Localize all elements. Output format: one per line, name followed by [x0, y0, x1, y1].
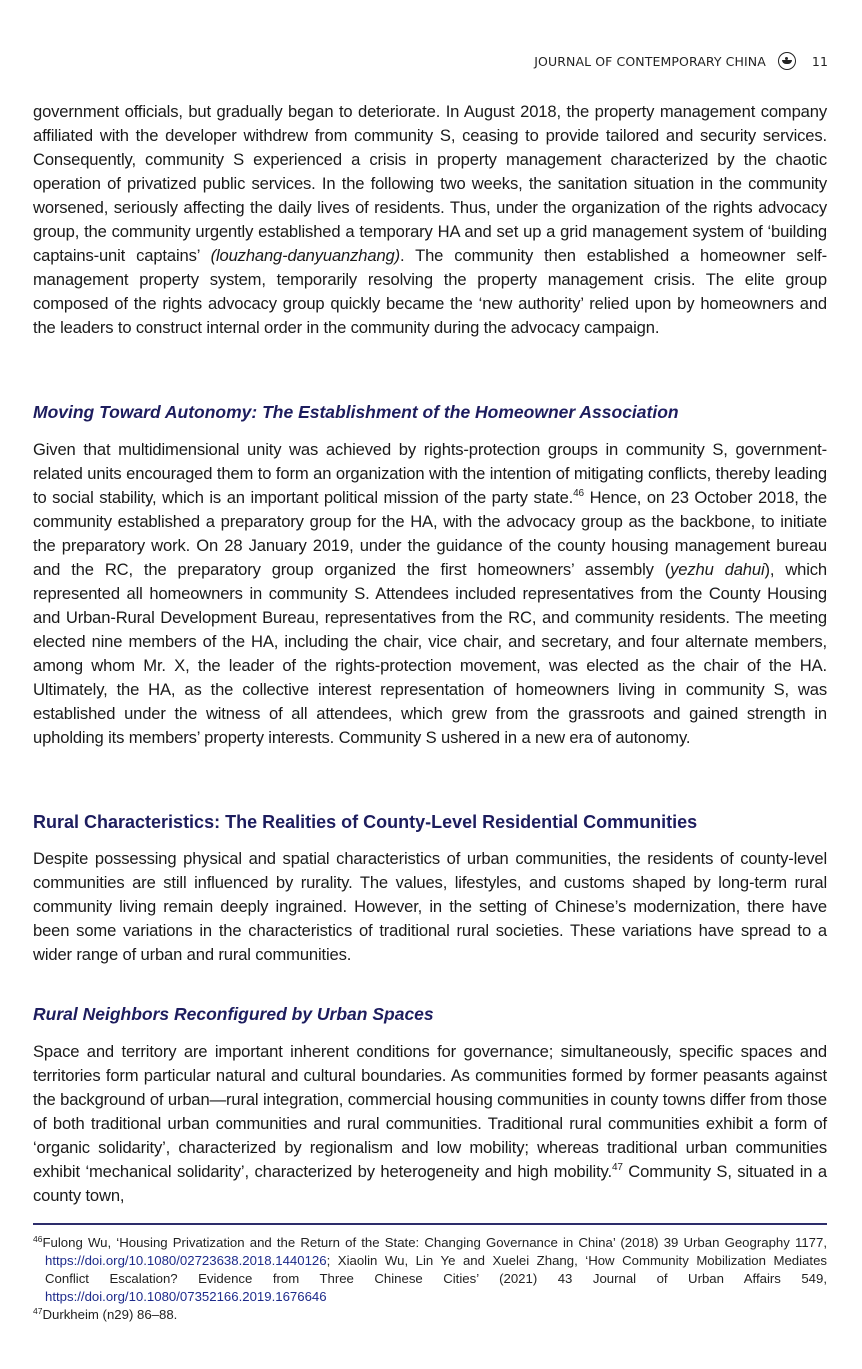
running-header [534, 52, 828, 70]
section-heading: Moving Toward Autonomy: The Establishment of the Homeowner Association [33, 402, 679, 422]
footnotes [33, 1234, 827, 1324]
body-paragraph: government officials, but gradually began to deteriorate. In August 2018, the property management company affiliated with the developer withdrew from community S, ceasing to provide tailored and security services. Consequently, community S experienced a crisis in property management characterized by the chaotic operation of privatized public services. In the following two weeks, the sanitation situation in the community worsened, seriously affecting the daily lives of residents. Thus, under the organization of the rights advocacy group, the community urgently established a temporary HA and set up a grid management system of ‘building captains-unit captains’ (louzhang-danyuanzhang). The community then established a homeowner self-management property system, temporarily resolving the property management crisis. The elite group composed of the rights advocacy group quickly became the ‘new authority’ relied upon by homeowners and the leaders to construct internal order in the community during the advocacy campaign. [33, 102, 827, 337]
journal-title: JOURNAL OF CONTEMPORARY CHINA [534, 53, 766, 69]
section-heading: Rural Neighbors Reconfigured by Urban Spaces [33, 1004, 434, 1024]
section-homeowner-association [33, 402, 827, 423]
doi-link[interactable]: https://doi.org/10.1080/02723638.2018.1440126 [45, 1253, 327, 1268]
page-number: 11 [811, 53, 828, 69]
body-paragraph: Despite possessing physical and spatial characteristics of urban communities, the residents of county-level communities are still influenced by rurality. The values, lifestyles, and customs shaped by long-term rural community living remain deeply ingrained. However, in the setting of Chinese’s modernization, there have been some variations in the characteristics of traditional rural societies. These variations have spread to a wider range of urban and rural communities. [33, 849, 827, 964]
footnote-ref-47[interactable]: 47 [611, 1162, 623, 1173]
section-rural-neighbors [33, 1004, 827, 1025]
section-rural-characteristics [33, 812, 827, 833]
open-access-logo-icon [778, 52, 796, 70]
footnote-divider [33, 1223, 827, 1225]
section-heading: Rural Characteristics: The Realities of County-Level Residential Communities [33, 812, 698, 832]
doi-link[interactable]: https://doi.org/10.1080/07352166.2019.1676646 [45, 1289, 327, 1304]
body-paragraph: Given that multidimensional unity was achieved by rights-protection groups in community S, government-related units encouraged them to form an organization with the intention of mitigating conflicts, thereby leading to social stability, which is an important political mission of the party state.$^{46}$ Hence, on 23 October 2018, the community established a preparatory group for the HA, with the advocacy group as the backbone, to initiate the preparatory work. On 28 January 2019, under the guidance of the county housing management bureau and the RC, the preparatory group organized the first homeowners’ assembly (yezhu dahui), which represented all homeowners in community S. Attendees included representatives from the County Housing and Urban-Rural Development Bureau, representatives from the RC, and community residents. The meeting elected nine members of the HA, including the chair, vice chair, and secretary, and four alternate members, among whom Mr. X, the leader of the rights-protection movement, was elected as the chair of the HA. Ultimately, the HA, as the collective interest representation of homeowners living in community S, was established under the witness of all attendees, which grew from the grassroots and gained strength in upholding its members’ property interests. Community S ushered in a new era of autonomy. [33, 440, 827, 747]
footnote-ref-46[interactable]: 46 [573, 488, 584, 499]
footnote-47: $^{47}$Durkheim (n29) 86–88. [33, 1306, 178, 1322]
section-rural-neighbors-body [33, 1040, 827, 1208]
footnote-46: $^{46}$Fulong Wu, ‘Housing Privatization and the Return of the State: Changing Governance in China’ (2018) 39 Urban Geography 1177, https://doi.org/10.1080/02723638.2018.1440126; Xiaolin Wu, Lin Ye and Xuelei Zhang, ‘How Community Mobilization Mediates Conflict Escalation? Evidence from Three Chinese Cities’ (2021) 43 Journal of Urban Affairs 549, https://doi.org/10.1080/07352166.2019.1676646 [33, 1234, 827, 1304]
paragraph-intro [33, 100, 827, 340]
section-homeowner-association-body [33, 438, 827, 750]
section-rural-characteristics-body [33, 847, 827, 967]
body-paragraph: Space and territory are important inherent conditions for governance; simultaneously, specific spaces and territories form particular natural and cultural boundaries. As communities formed by former peasants against the background of urban—rural integration, commercial housing communities in county towns differ from those of both traditional urban communities and rural communities. Traditional rural communities exhibit a form of ‘organic solidarity’, characterized by regionalism and low mobility; whereas traditional urban communities exhibit ‘mechanical solidarity’, characterized by heterogeneity and high mobility.$^{47}$ Community S, situated in a county town, [33, 1042, 827, 1205]
